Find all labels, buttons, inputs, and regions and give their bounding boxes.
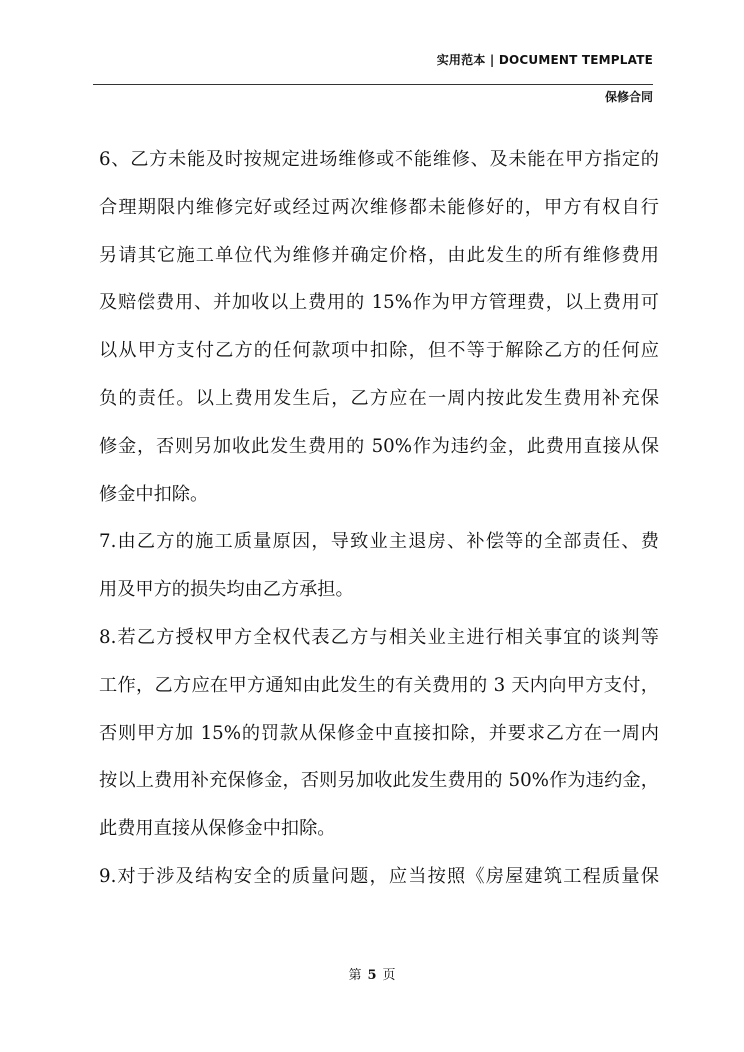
body-line: 用及甲方的损失均由乙方承担。 [99,579,354,601]
body-line: 合理期限内维修完好或经过两次维修都未能修好的，甲方有权自行 [99,196,659,218]
document-body [99,141,659,906]
body-line: 8.若乙方授权甲方全权代表乙方与相关业主进行相关事宜的谈判等 [99,626,659,648]
page-number-suffix: 页 [382,968,396,983]
body-line: 及赔偿费用、并加收以上费用的 15%作为甲方管理费，以上费用可 [99,292,659,314]
body-line: 另请其它施工单位代为维修并确定价格，由此发生的所有维修费用 [99,244,659,266]
page-number-prefix: 第 [348,968,362,983]
body-line: 否则甲方加 15%的罚款从保修金中直接扣除，并要求乙方在一周内 [99,722,659,744]
page-number: 5 [367,968,377,983]
page-footer [0,964,744,983]
body-line: 修金，否则另加收此发生费用的 50%作为违约金，此费用直接从保 [99,435,659,457]
body-line: 此费用直接从保修金中扣除。 [99,818,336,840]
body-line: 9.对于涉及结构安全的质量问题，应当按照《房屋建筑工程质量保 [99,865,659,887]
page-header [0,0,744,110]
header-title: 实用范本 | DOCUMENT TEMPLATE [436,53,653,67]
body-line: 工作，乙方应在甲方通知由此发生的有关费用的 3 天内向甲方支付， [99,674,659,696]
body-line: 7.由乙方的施工质量原因，导致业主退房、补偿等的全部责任、费 [99,531,659,553]
header-subtitle: 保修合同 [604,90,653,104]
body-line: 修金中扣除。 [99,483,209,505]
body-line: 负的责任。以上费用发生后，乙方应在一周内按此发生费用补充保 [99,387,659,409]
body-line: 6、乙方未能及时按规定进场维修或不能维修、及未能在甲方指定的 [99,149,659,170]
body-line: 按以上费用补充保修金，否则另加收此发生费用的 50%作为违约金， [99,770,659,792]
body-line: 以从甲方支付乙方的任何款项中扣除，但不等于解除乙方的任何应 [99,340,659,362]
header-divider [93,84,653,85]
